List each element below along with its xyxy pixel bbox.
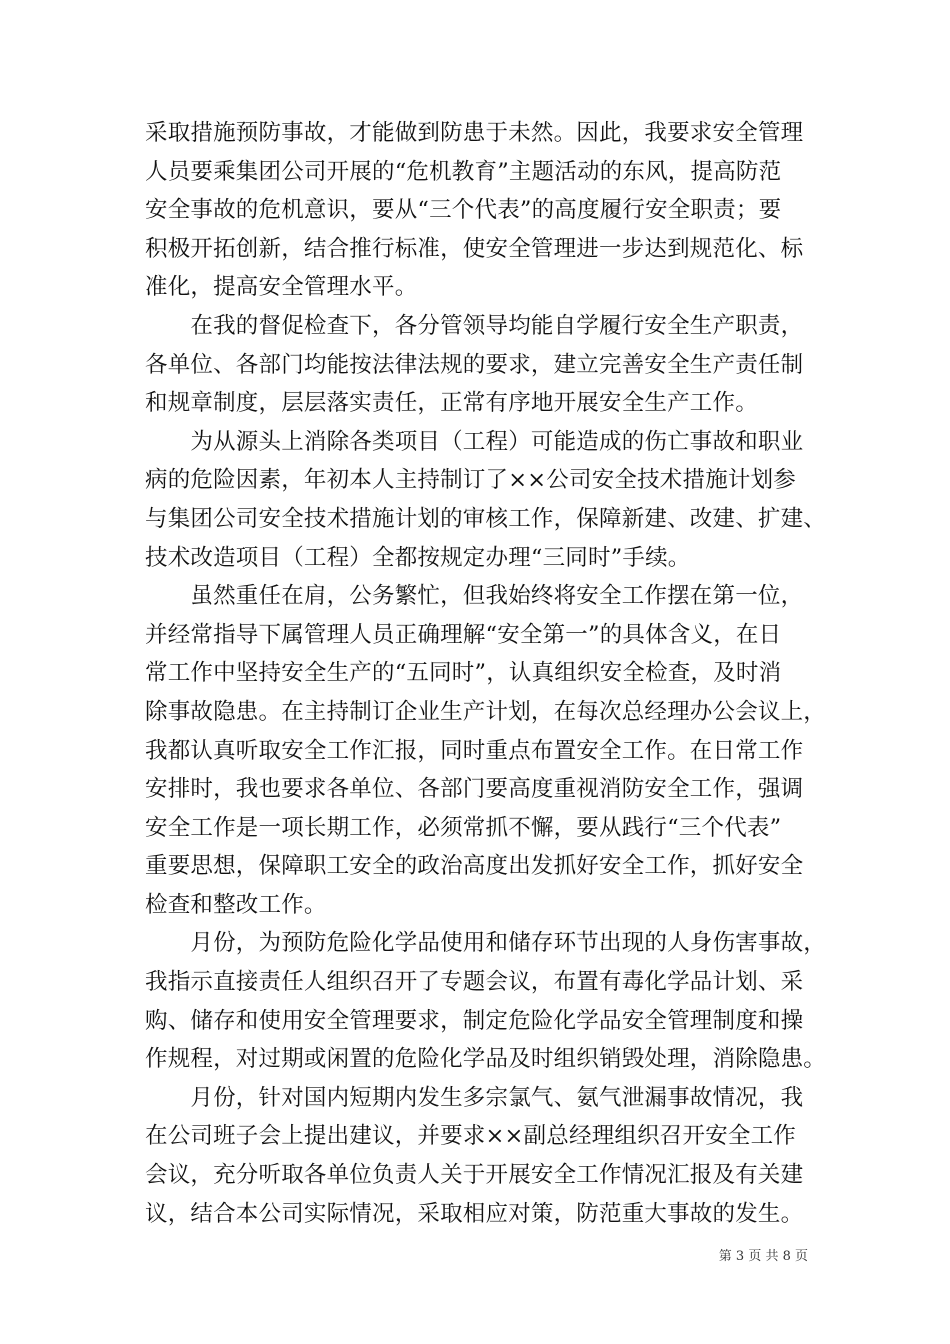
- text-line: 我都认真听取安全工作汇报，同时重点布置安全工作。在日常工作: [145, 737, 804, 764]
- text-line: 重要思想，保障职工安全的政治高度出发抓好安全工作，抓好安全: [145, 853, 804, 880]
- text-line: 月份，为预防危险化学品使用和储存环节出现的人身伤害事故，: [145, 930, 827, 957]
- text-line: 安排时，我也要求各单位、各部门要高度重视消防安全工作，强调: [145, 776, 804, 803]
- text-line: 积极开拓创新，结合推行标准，使安全管理进一步达到规范化、标: [145, 235, 804, 262]
- text-line: 人员要乘集团公司开展的“危机教育”主题活动的东风，提高防范: [145, 158, 782, 185]
- text-line: 月份，针对国内短期内发生多宗氯气、氨气泄漏事故情况，我: [145, 1084, 804, 1111]
- text-line: 议，结合本公司实际情况，采取相应对策，防范重大事故的发生。: [145, 1200, 804, 1227]
- text-line: 在我的督促检查下，各分管领导均能自学履行安全生产职责，: [145, 312, 804, 339]
- text-line: 各单位、各部门均能按法律法规的要求，建立完善安全生产责任制: [145, 351, 804, 378]
- text-line: 作规程，对过期或闲置的危险化学品及时组织销毁处理，消除隐患。: [145, 1046, 827, 1073]
- text-line: 虽然重任在肩，公务繁忙，但我始终将安全工作摆在第一位，: [145, 583, 804, 610]
- text-line: 安全事故的危机意识，要从“三个代表”的高度履行安全职责；要: [145, 197, 782, 224]
- text-line: 安全工作是一项长期工作，必须常抓不懈，要从践行“三个代表”: [145, 814, 782, 841]
- text-line: 常工作中坚持安全生产的“五同时”，认真组织安全检查，及时消: [145, 660, 782, 687]
- text-line: 我指示直接责任人组织召开了专题会议，布置有毒化学品计划、采: [145, 969, 804, 996]
- text-line: 和规章制度，层层落实责任，正常有序地开展安全生产工作。: [145, 390, 758, 417]
- text-line: 并经常指导下属管理人员正确理解“安全第一”的具体含义，在日: [145, 621, 782, 648]
- text-line: 在公司班子会上提出建议，并要求××副总经理组织召开安全工作: [145, 1123, 797, 1150]
- text-line: 为从源头上消除各类项目（工程）可能造成的伤亡事故和职业: [145, 428, 804, 455]
- text-line: 除事故隐患。在主持制订企业生产计划，在每次总经理办公会议上，: [145, 698, 827, 725]
- text-line: 准化，提高安全管理水平。: [145, 274, 418, 301]
- text-line: 检查和整改工作。: [145, 891, 327, 918]
- text-line: 病的危险因素，年初本人主持制订了××公司安全技术措施计划参: [145, 467, 797, 494]
- text-line: 购、储存和使用安全管理要求，制定危险化学品安全管理制度和操: [145, 1007, 804, 1034]
- text-line: 会议，充分听取各单位负责人关于开展安全工作情况汇报及有关建: [145, 1162, 804, 1189]
- text-line: 技术改造项目（工程）全都按规定办理“三同时”手续。: [145, 544, 691, 571]
- page-number-footer: 第 3 页 共 8 页: [718, 1249, 808, 1264]
- text-line: 与集团公司安全技术措施计划的审核工作，保障新建、改建、扩建、: [145, 505, 827, 532]
- body-text: [145, 114, 827, 1233]
- text-line: 采取措施预防事故，才能做到防患于未然。因此，我要求安全管理: [145, 120, 804, 146]
